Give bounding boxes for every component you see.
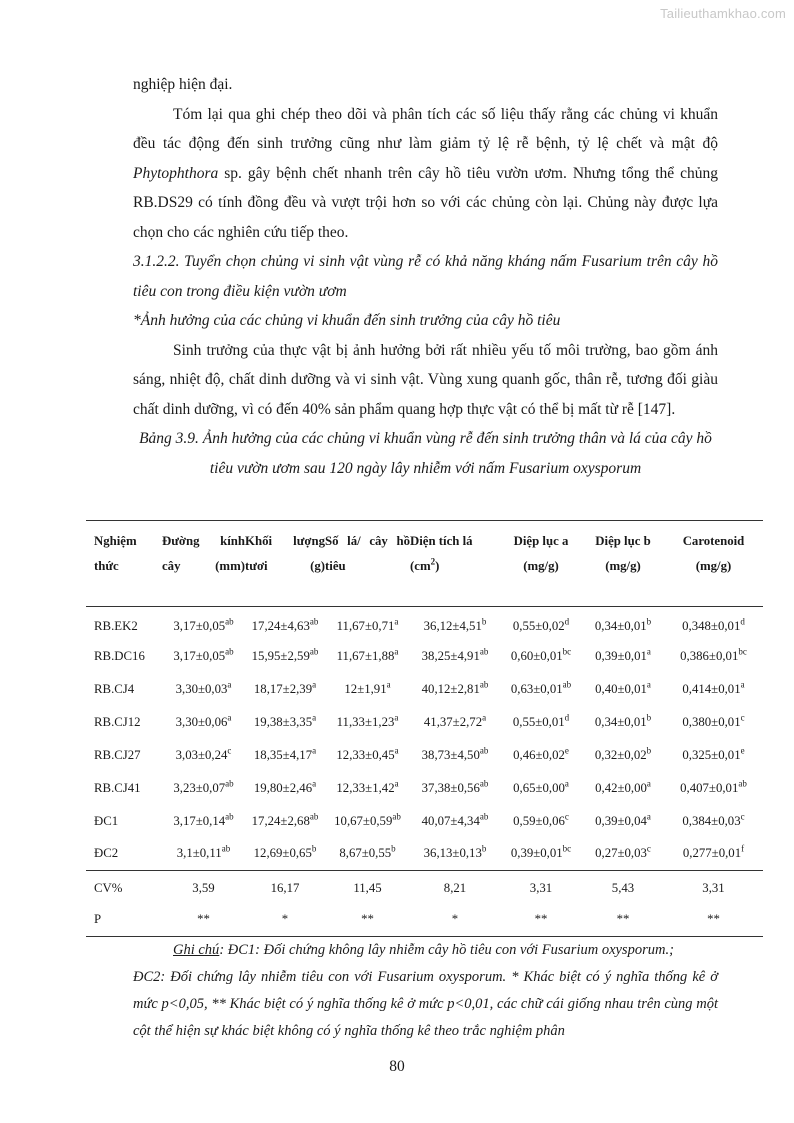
- table-cell: 0,325±0,01$^e$: [682, 745, 745, 762]
- table-cell: 0,34±0,01$^b$: [594, 712, 652, 729]
- table-cell: 0,63±0,01$^{ab}$: [510, 679, 572, 696]
- table-cell: 0,407±0,01$^{ab}$: [680, 778, 747, 795]
- table-cell: 40,07±4,34$^{ab}$: [421, 811, 489, 828]
- watermark: Tailieuthamkhao.com: [660, 6, 786, 21]
- table-cell: 38,73±4,50$^{ab}$: [421, 745, 489, 762]
- table-row: [86, 673, 763, 706]
- table-cell: 3,17±0,14$^{ab}$: [173, 811, 234, 828]
- table-cell: 0,414±0,01$^a$: [682, 679, 745, 696]
- table-cell: 0,39±0,04$^a$: [595, 811, 651, 828]
- header-chlorophyll-b: Diệp lục b (mg/g): [595, 534, 651, 573]
- summary-text-b: sp. gây bệnh chết nhanh trên cây hồ tiêu vườn ươm. Nhưng tổng thể chủng RB.DS29 có tính đồng đều và vượt trội hơn so với các chủng còn lại. Chủng này được lựa chọn cho các nghiên cứu tiếp theo.: [133, 164, 718, 241]
- subsection-heading: *Ảnh hưởng của các chủng vi khuẩn đến sinh trưởng của cây hồ tiêu: [133, 312, 561, 329]
- row-treatment-name: P: [86, 904, 162, 937]
- paragraph-intro-end: nghiệp hiện đại.: [133, 76, 233, 93]
- table-cell: 3,17±0,05$^{ab}$: [173, 646, 234, 663]
- body-text: [133, 70, 718, 483]
- table-cell: 0,348±0,01$^d$: [682, 616, 745, 633]
- row-treatment-name: ĐC2: [94, 846, 119, 861]
- table-cell: 18,35±4,17$^a$: [253, 745, 317, 762]
- table-cell: 0,380±0,01$^c$: [682, 712, 745, 729]
- table-caption: Bảng 3.9. Ảnh hưởng của các chủng vi khuẩn vùng rễ đến sinh trưởng thân và lá của cây hồ tiêu vườn ươm sau 120 ngày lây nhiễm với nấm Fusarium oxysporum: [139, 430, 712, 477]
- row-treatment-name: RB.EK2: [94, 618, 138, 633]
- table-cell: 19,80±2,46$^a$: [253, 778, 317, 795]
- table-cell: 3,03±0,24$^c$: [175, 745, 232, 762]
- table-cell: 8,21: [410, 871, 500, 904]
- paragraph-summary: [133, 100, 718, 248]
- table-cell: 12,33±0,45$^a$: [336, 745, 399, 762]
- table-cell: 0,34±0,01$^b$: [594, 616, 652, 633]
- table-cell: **: [500, 904, 582, 937]
- table-cell: 40,12±2,81$^{ab}$: [421, 679, 489, 696]
- results-table: [86, 520, 763, 937]
- table-cell: 0,277±0,01$^f$: [682, 843, 745, 861]
- table-cell: 11,67±1,88$^a$: [336, 646, 399, 663]
- header-treatment: Nghiệm thức: [94, 534, 137, 573]
- table-cell: 36,13±0,13$^b$: [423, 843, 487, 861]
- table-cell: 17,24±2,68$^{ab}$: [251, 811, 319, 828]
- table-cell: 10,67±0,59$^{ab}$: [334, 811, 401, 828]
- table-row: [86, 706, 763, 739]
- page-number: 80: [389, 1058, 405, 1075]
- table-cell: 37,38±0,56$^{ab}$: [421, 778, 489, 795]
- table-row: [86, 640, 763, 673]
- summary-genus: Phytophthora: [133, 164, 219, 182]
- table-cell: **: [664, 904, 763, 937]
- table-header-row: [86, 521, 763, 607]
- note-label: Ghi chú: [173, 942, 220, 958]
- row-treatment-name: RB.CJ4: [94, 681, 135, 696]
- table-cell: 8,67±0,55$^b$: [339, 843, 396, 861]
- table-cell: 11,67±0,71$^a$: [336, 616, 399, 633]
- table-cell: 0,60±0,01$^{bc}$: [510, 646, 572, 663]
- table-cell: 0,55±0,02$^d$: [512, 616, 570, 633]
- table-cell: **: [582, 904, 664, 937]
- table-cell: 3,31: [500, 871, 582, 904]
- summary-text-a: Tóm lại qua ghi chép theo dõi và phân tích các số liệu thấy rằng các chủng vi khuẩn đều tác động đến sinh trưởng cũng như làm giảm tỷ lệ rễ bệnh, tỷ lệ chết và mật độ: [133, 105, 718, 152]
- table-cell: 3,17±0,05$^{ab}$: [173, 616, 234, 633]
- table-cell: 5,43: [582, 871, 664, 904]
- table-cell: 3,59: [162, 871, 245, 904]
- row-treatment-name: RB.DC16: [94, 648, 145, 663]
- row-treatment-name: CV%: [86, 871, 162, 904]
- table-cell: 18,17±2,39$^a$: [253, 679, 317, 696]
- table-cell: **: [325, 904, 410, 937]
- table-cell: 3,23±0,07$^{ab}$: [173, 778, 234, 795]
- table-cell: 3,30±0,03$^a$: [175, 679, 232, 696]
- table-cell: 38,25±4,91$^{ab}$: [421, 646, 489, 663]
- table-cell: 16,17: [245, 871, 325, 904]
- section-heading: 3.1.2.2. Tuyển chọn chủng vi sinh vật vùng rễ có khả năng kháng nấm Fusarium trên cây hồ tiêu con trong điều kiện vườn ươm: [133, 253, 718, 300]
- table-cell: 0,27±0,03$^c$: [595, 843, 651, 861]
- table-note: [133, 937, 718, 1045]
- table-row: [86, 838, 763, 871]
- table-cell: 12,33±1,42$^a$: [336, 778, 399, 795]
- note-line-2: ĐC2: Đối chứng lây nhiễm tiêu con với Fusarium oxysporum. * Khác biệt có ý nghĩa thống kê ở mức p<0,05, ** Khác biệt có ý nghĩa thống kê ở mức p<0,01, các chữ cái giống nhau trên cùng một cột thể hiện sự khác biệt không có ý nghĩa thống kê theo trắc nghiệm phân: [133, 969, 718, 1039]
- table-cell: 15,95±2,59$^{ab}$: [251, 646, 319, 663]
- note-line-1: Ghi chú: ĐC1: Đối chứng không lây nhiễm cây hồ tiêu con với Fusarium oxysporum.;: [173, 942, 674, 958]
- table-cell: 36,12±4,51$^b$: [423, 616, 487, 633]
- cv-row: [86, 871, 763, 904]
- row-treatment-name: RB.CJ41: [94, 780, 141, 795]
- table-cell: 0,32±0,02$^b$: [594, 745, 652, 762]
- table-cell: 0,39±0,01$^a$: [595, 646, 651, 663]
- table-cell: 11,33±1,23$^a$: [336, 712, 399, 729]
- row-treatment-name: ĐC1: [94, 813, 119, 828]
- table-cell: 3,1±0,11$^{ab}$: [176, 843, 231, 861]
- row-treatment-name: RB.CJ12: [94, 714, 141, 729]
- header-chlorophyll-a: Diệp lục a (mg/g): [513, 534, 569, 573]
- table-row: [86, 739, 763, 772]
- table-cell: 41,37±2,72$^a$: [423, 712, 487, 729]
- header-leaf-count: Số lá/ cây hồ tiêu: [325, 534, 410, 573]
- table-cell: 12±1,91$^a$: [344, 679, 391, 696]
- header-carotenoid: Carotenoid (mg/g): [682, 534, 745, 573]
- table-cell: *: [245, 904, 325, 937]
- table-cell: 11,45: [325, 871, 410, 904]
- table-cell: 0,65±0,00$^a$: [513, 778, 569, 795]
- table-cell: 0,42±0,00$^a$: [595, 778, 651, 795]
- table-cell: 0,40±0,01$^a$: [595, 679, 651, 696]
- table-row: [86, 607, 763, 640]
- table-cell: 3,31: [664, 871, 763, 904]
- table-row: [86, 805, 763, 838]
- header-leaf-area: Diện tích lá $(cm^2)$: [410, 534, 473, 573]
- header-fresh-weight: Khối lượng tươi (g): [245, 534, 325, 573]
- table-cell: 12,69±0,65$^b$: [253, 843, 317, 861]
- row-treatment-name: RB.CJ27: [94, 747, 141, 762]
- table-row: [86, 772, 763, 805]
- table-cell: 3,30±0,06$^a$: [175, 712, 232, 729]
- paragraph-growth: Sinh trưởng của thực vật bị ảnh hưởng bởi rất nhiều yếu tố môi trường, bao gồm ánh sáng, nhiệt độ, chất dinh dưỡng và vi sinh vật. Vùng xung quanh gốc, thân rễ, tương đối giàu chất dinh dưỡng, vì có đến 40% sản phẩm quang hợp thực vật có thể bị mất từ rễ [147].: [133, 341, 718, 418]
- table-cell: 0,39±0,01$^{bc}$: [510, 843, 572, 861]
- table-cell: **: [162, 904, 245, 937]
- table-cell: 0,384±0,03$^c$: [682, 811, 745, 828]
- table-cell: 19,38±3,35$^a$: [253, 712, 317, 729]
- table-cell: 0,59±0,06$^c$: [513, 811, 569, 828]
- header-diameter: Đường kính cây (mm): [162, 534, 245, 573]
- p-row: [86, 904, 763, 937]
- table-cell: 0,46±0,02$^e$: [513, 745, 569, 762]
- table-cell: 0,386±0,01$^{bc}$: [680, 646, 747, 663]
- table-cell: 0,55±0,01$^d$: [512, 712, 570, 729]
- table-cell: *: [410, 904, 500, 937]
- table-cell: 17,24±4,63$^{ab}$: [251, 616, 319, 633]
